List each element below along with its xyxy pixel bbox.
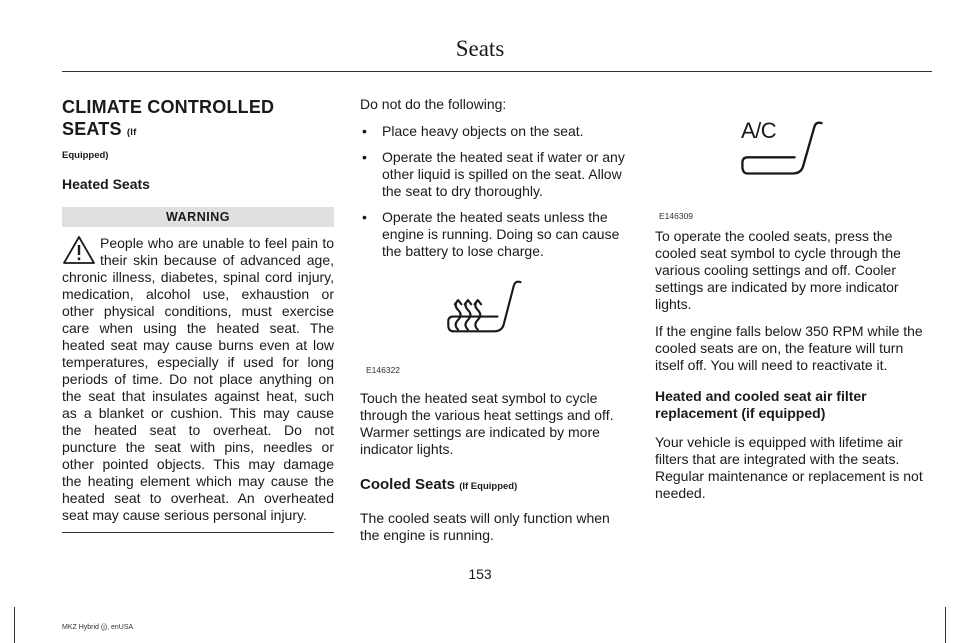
list-item: • Place heavy objects on the seat.: [360, 123, 632, 140]
column-left: [62, 96, 334, 533]
filter-text: Your vehicle is equipped with lifetime air filters that are integrated with the seats. Regular maintenance or replacement is not needed.: [655, 434, 923, 501]
do-not-list: [360, 123, 632, 260]
cooled-text: The cooled seats will only function when the engine is running.: [360, 510, 610, 543]
warning-text: People who are unable to feel pain to their skin because of advanced age, chronic illness, diabetes, spinal cord injury, medication, alcohol use, exhaustion or other physical conditions, must exercise care when using the heated seat. The heated seat may cause burns even at low temperatures, especially if used for long periods of time. Do not place anything on the seat that insulates against heat, such as a blanket or cushion. This may cause the heated seat to overheat. Do not puncture the seat with pins, needles or other pointed objects. This may damage the heating element which may cause the heated seat to overheat. An overheated seat may cause serious personal injury.: [62, 235, 334, 523]
footer-text: MKZ Hybrid (j), enUSA: [62, 624, 134, 631]
heated-instructions: Touch the heated seat symbol to cycle through the various heat settings and off. Warmer settings are indicated by more indicator lights.: [360, 390, 614, 457]
warning-triangle-icon: [62, 235, 96, 265]
list-item: • Operate the heated seats unless the engine is running. Doing so can cause the battery to lose charge.: [360, 209, 632, 260]
figure-label: E146322: [366, 365, 401, 375]
crop-mark: [945, 607, 946, 643]
page-header-title: Seats: [455, 36, 505, 61]
warning-bottom-rule: [62, 532, 334, 533]
column-right: [655, 118, 930, 512]
cooled-seat-figure: [655, 118, 930, 222]
engine-rpm-note: If the engine falls below 350 RPM while the cooled seats are on, the feature will turn itself off. You will need to reactivate it.: [655, 323, 923, 373]
heated-seat-figure: [360, 270, 632, 380]
list-item: • Operate the heated seat if water or any other liquid is spilled on the seat. Allow the seat to dry thoroughly.: [360, 149, 632, 200]
crop-mark: [14, 607, 15, 643]
header-rule: [62, 71, 932, 72]
cooled-instructions: To operate the cooled seats, press the cooled seat symbol to cycle through the various cooling settings and off. Cooler settings are indicated by more indicator lights.: [655, 228, 901, 312]
cooled-seats-heading: Cooled Seats (If Equipped): [360, 476, 518, 493]
filter-heading: Heated and cooled seat air filter replacement (if equipped): [655, 388, 867, 421]
heated-seat-icon: [445, 276, 527, 344]
warning-label: WARNING: [62, 207, 334, 227]
figure-label: E146309: [659, 211, 694, 221]
subheading-heated-seats: Heated Seats: [62, 176, 150, 192]
ac-icon-label: A/C: [741, 118, 777, 143]
warning-block: [62, 235, 334, 524]
section-heading: CLIMATE CONTROLLED SEATS (If: [62, 97, 275, 139]
column-middle: [360, 96, 632, 554]
section-heading-suffix: Equipped): [62, 150, 109, 161]
intro-text: Do not do the following:: [360, 96, 507, 112]
page-number: 153: [468, 566, 492, 582]
